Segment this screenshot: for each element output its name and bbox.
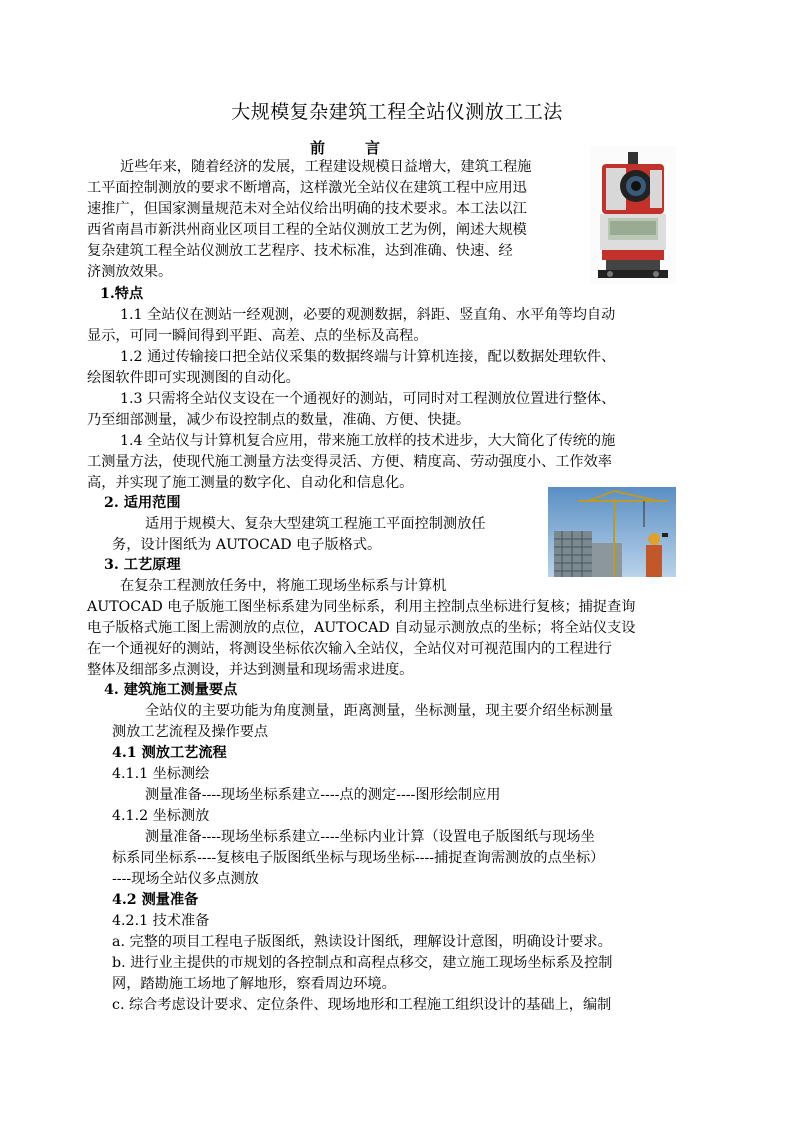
body-line: 整体及细部多点测设，并达到测量和现场需求进度。: [87, 662, 414, 678]
list-item: b. 进行业主提供的市规划的各控制点和高程点移交，建立施工现场坐标系及控制: [112, 955, 613, 971]
body-line: 适用于规模大、复杂大型建筑工程施工平面控制测放任: [145, 516, 486, 532]
preface-left: 前: [310, 139, 326, 157]
body-line: 高，并实现了施工测量的数字化、自动化和信息化。: [87, 475, 414, 491]
page-title: 大规模复杂建筑工程全站仪测放工工法: [231, 101, 563, 123]
body-line: 测量准备----现场坐标系建立----坐标内业计算（设置电子版图纸与现场坐: [145, 829, 595, 845]
body-line: 在一个通视好的测站，将测设坐标依次输入全站仪，全站仪对可视范围内的工程进行: [87, 641, 612, 657]
body-line: 绘图软件即可实现测图的自动化。: [87, 370, 300, 386]
body-line: 全站仪的主要功能为角度测量，距离测量，坐标测量，现主要介绍坐标测量: [145, 703, 614, 719]
body-line: 测放工艺流程及操作要点: [112, 724, 269, 740]
list-item: 网，踏勘施工场地了解地形，察看周边环境。: [112, 976, 396, 992]
section-heading: 3. 工艺原理: [104, 557, 181, 573]
body-line: AUTOCAD 电子版施工图坐标系建为同坐标系，利用主控制点坐标进行复核；捕捉查询: [87, 599, 636, 615]
body-line: 工测量方法，使现代施工测量方法变得灵活、方便、精度高、劳动强度小、工作效率: [87, 454, 612, 470]
body-line: 1.2 通过传输接口把全站仪采集的数据终端与计算机连接，配以数据处理软件、: [120, 349, 616, 365]
intro-line: 近些年来，随着经济的发展，工程建设规模日益增大，建筑工程施: [120, 159, 532, 175]
body-line: 在复杂工程测放任务中，将施工现场坐标系与计算机: [120, 578, 447, 594]
list-item: c. 综合考虑设计要求、定位条件、现场地形和工程施工组织设计的基础上，编制: [112, 997, 612, 1013]
body-line: 电子版格式施工图上需测放的点位，AUTOCAD 自动显示测放点的坐标；将全站仪支设: [87, 620, 636, 636]
intro-line: 复杂建筑工程全站仪测放工艺程序、技术标准，达到准确、快速、经: [87, 243, 513, 259]
section-heading: 1.特点: [100, 286, 144, 302]
body-line: 测量准备----现场坐标系建立----点的测定----图形绘制应用: [145, 787, 501, 803]
section-heading: 2. 适用范围: [104, 495, 181, 511]
preface-right: 言: [365, 139, 381, 157]
construction-site-image: [548, 487, 676, 577]
body-line: 显示，可同一瞬间得到平距、高差、点的坐标及高程。: [87, 328, 428, 344]
body-line: 务，设计图纸为 AUTOCAD 电子版格式。: [112, 537, 382, 553]
body-line: 1.3 只需将全站仪支设在一个通视好的测站，可同时对工程测放位置进行整体、: [120, 391, 616, 407]
subsubsection-heading: 4.2.1 技术准备: [112, 913, 210, 929]
intro-line: 济测放效果。: [87, 264, 173, 280]
section-heading: 4. 建筑施工测量要点: [104, 682, 238, 698]
body-line: 乃至细部测量，减少布设控制点的数量，准确、方便、快捷。: [87, 412, 471, 428]
preface-heading: [310, 137, 380, 158]
subsubsection-heading: 4.1.1 坐标测绘: [112, 766, 210, 782]
body-line: 1.1 全站仪在测站一经观测，必要的观测数据，斜距、竖直角、水平角等均自动: [120, 307, 616, 323]
total-station-image: [590, 146, 676, 284]
intro-line: 西省南昌市新洪州商业区项目工程的全站仪测放工艺为例，阐述大规模: [87, 222, 527, 238]
intro-line: 工平面控制测放的要求不断增高，这样激光全站仪在建筑工程中应用迅: [87, 180, 527, 196]
body-line: 1.4 全站仪与计算机复合应用，带来施工放样的技术进步，大大简化了传统的施: [120, 433, 616, 449]
subsection-heading: 4.1 测放工艺流程: [112, 745, 227, 761]
body-line: ----现场全站仪多点测放: [112, 871, 259, 887]
list-item: a. 完整的项目工程电子版图纸，熟读设计图纸，理解设计意图，明确设计要求。: [112, 934, 612, 950]
subsubsection-heading: 4.1.2 坐标测放: [112, 808, 210, 824]
body-line: 标系同坐标系----复核电子版图纸坐标与现场坐标----捕捉查询需测放的点坐标）: [112, 850, 605, 866]
subsection-heading: 4.2 测量准备: [112, 892, 199, 908]
intro-line: 速推广，但国家测量规范未对全站仪给出明确的技术要求。本工法以江: [87, 201, 527, 217]
